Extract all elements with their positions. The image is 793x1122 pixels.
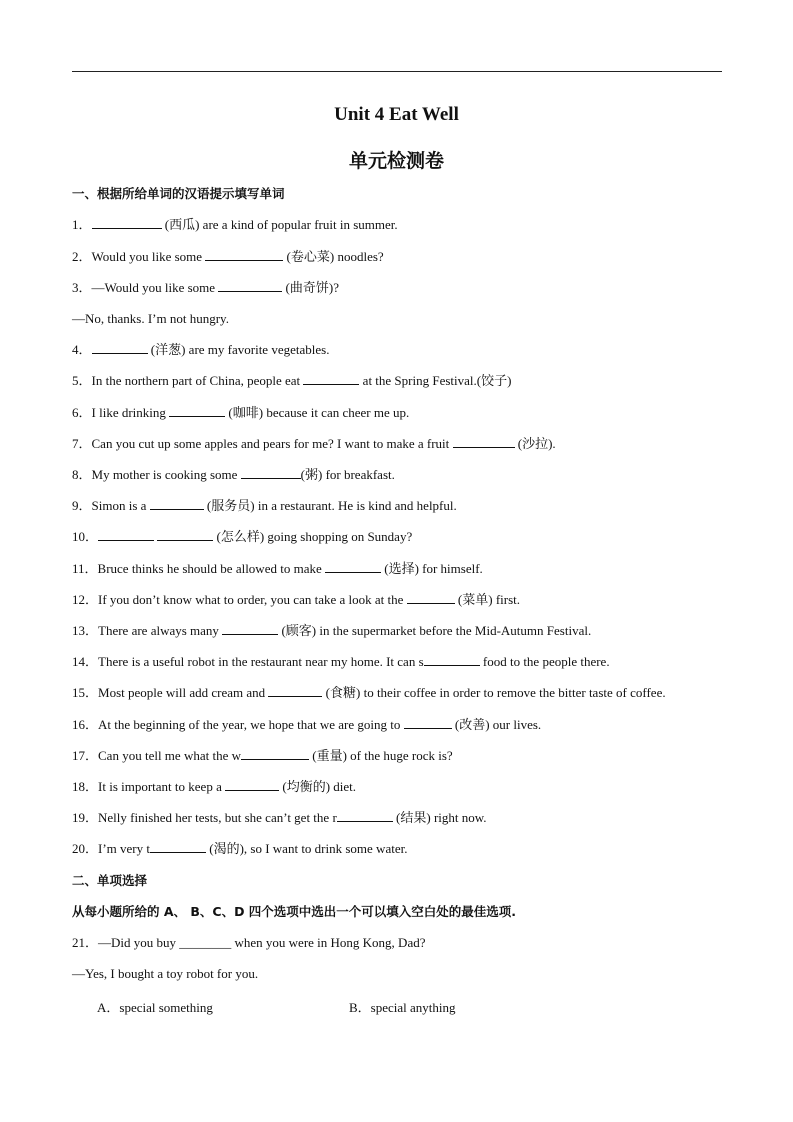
question-8: 8．My mother is cooking some (粥) for breakfast.: [72, 467, 395, 482]
answer-blank[interactable]: [92, 217, 162, 229]
question-number: 15．: [72, 685, 99, 700]
answer-blank[interactable]: [424, 654, 480, 666]
top-rule: [72, 71, 722, 72]
answer-blank[interactable]: [241, 748, 309, 760]
question-number: 9．: [72, 498, 92, 513]
question-number: 13．: [72, 623, 99, 638]
section1-heading: 一、根据所给单词的汉语提示填写单词: [72, 186, 285, 201]
question-number: 17．: [72, 748, 99, 763]
answer-blank[interactable]: [268, 685, 322, 697]
option-a[interactable]: A．special something: [97, 1000, 213, 1015]
question-21-reply: —Yes, I bought a toy robot for you.: [72, 966, 259, 981]
question-9: 9．Simon is a (服务员) in a restaurant. He is kind and helpful.: [72, 498, 457, 513]
question-18: 18．It is important to keep a (均衡的) diet.: [72, 779, 357, 794]
question-1: 1． (西瓜) are a kind of popular fruit in summer.: [72, 217, 398, 232]
question-15: 15．Most people will add cream and (食糖) to their coffee in order to remove the bitter taste of coffee.: [72, 685, 666, 700]
question-number: 5．: [72, 373, 92, 388]
question-number: 1．: [72, 217, 92, 232]
question-6: 6．I like drinking (咖啡) because it can cheer me up.: [72, 405, 410, 420]
answer-blank[interactable]: [225, 779, 279, 791]
question-14: 14．There is a useful robot in the restaurant near my home. It can s food to the people there.: [72, 654, 610, 669]
answer-blank[interactable]: [453, 436, 515, 448]
question-number: 8．: [72, 467, 92, 482]
question-number: 12．: [72, 592, 99, 607]
question-5: 5．In the northern part of China, people eat at the Spring Festival.(饺子): [72, 373, 512, 388]
question-3-reply: —No, thanks. I’m not hungry.: [72, 311, 229, 326]
question-number: 18．: [72, 779, 99, 794]
section2-instruction: 从每小题所给的 A、 B、C、D 四个选项中选出一个可以填入空白处的最佳选项.: [72, 904, 517, 919]
answer-blank[interactable]: [157, 529, 213, 541]
question-19: 19．Nelly finished her tests, but she can’t get the r (结果) right now.: [72, 810, 487, 825]
question-number: 20．: [72, 841, 99, 856]
question-2: 2．Would you like some (卷心菜) noodles?: [72, 249, 384, 264]
answer-blank[interactable]: [98, 529, 154, 541]
answer-blank[interactable]: [92, 342, 148, 354]
question-number: 16．: [72, 717, 99, 732]
section2-heading: 二、单项选择: [72, 873, 148, 888]
question-20: 20．I’m very t (渴的), so I want to drink some water.: [72, 841, 408, 856]
question-number: 11．: [72, 561, 98, 576]
question-12: 12．If you don’t know what to order, you can take a look at the (菜单) first.: [72, 592, 521, 607]
question-3: 3．—Would you like some (曲奇饼)?: [72, 280, 339, 295]
question-number: 10．: [72, 529, 99, 544]
question-21: 21．—Did you buy ________ when you were in Hong Kong, Dad?: [72, 935, 426, 950]
answer-blank[interactable]: [407, 592, 455, 604]
question-number: 14．: [72, 654, 99, 669]
question-13: 13．There are always many (顾客) in the supermarket before the Mid-Autumn Festival.: [72, 623, 592, 638]
question-number: 7．: [72, 436, 92, 451]
answer-blank[interactable]: [222, 623, 278, 635]
question-number: 3．: [72, 280, 92, 295]
question-number: 2．: [72, 249, 92, 264]
answer-blank[interactable]: [303, 373, 359, 385]
answer-blank[interactable]: [150, 498, 204, 510]
question-number: 4．: [72, 342, 92, 357]
question-number: 19．: [72, 810, 99, 825]
answer-blank[interactable]: [205, 249, 283, 261]
answer-blank[interactable]: [169, 405, 225, 417]
question-16: 16．At the beginning of the year, we hope that we are going to (改善) our lives.: [72, 717, 542, 732]
option-b[interactable]: B．special anything: [349, 1000, 456, 1015]
answer-blank[interactable]: [337, 810, 393, 822]
answer-blank[interactable]: [150, 841, 206, 853]
question-11: 11．Bruce thinks he should be allowed to make (选择) for himself.: [72, 561, 483, 576]
question-17: 17．Can you tell me what the w (重量) of the huge rock is?: [72, 748, 453, 763]
question-number: 6．: [72, 405, 92, 420]
page-subtitle: 单元检测卷: [348, 150, 444, 172]
page-title: Unit 4 Eat Well: [334, 104, 459, 125]
question-4: 4． (洋葱) are my favorite vegetables.: [72, 342, 330, 357]
question-10: 10． (怎么样) going shopping on Sunday?: [72, 529, 413, 544]
answer-blank[interactable]: [325, 561, 381, 573]
answer-blank[interactable]: [218, 280, 282, 292]
question-7: 7．Can you cut up some apples and pears for me? I want to make a fruit (沙拉).: [72, 436, 556, 451]
answer-blank[interactable]: [241, 467, 301, 479]
answer-blank[interactable]: [404, 717, 452, 729]
